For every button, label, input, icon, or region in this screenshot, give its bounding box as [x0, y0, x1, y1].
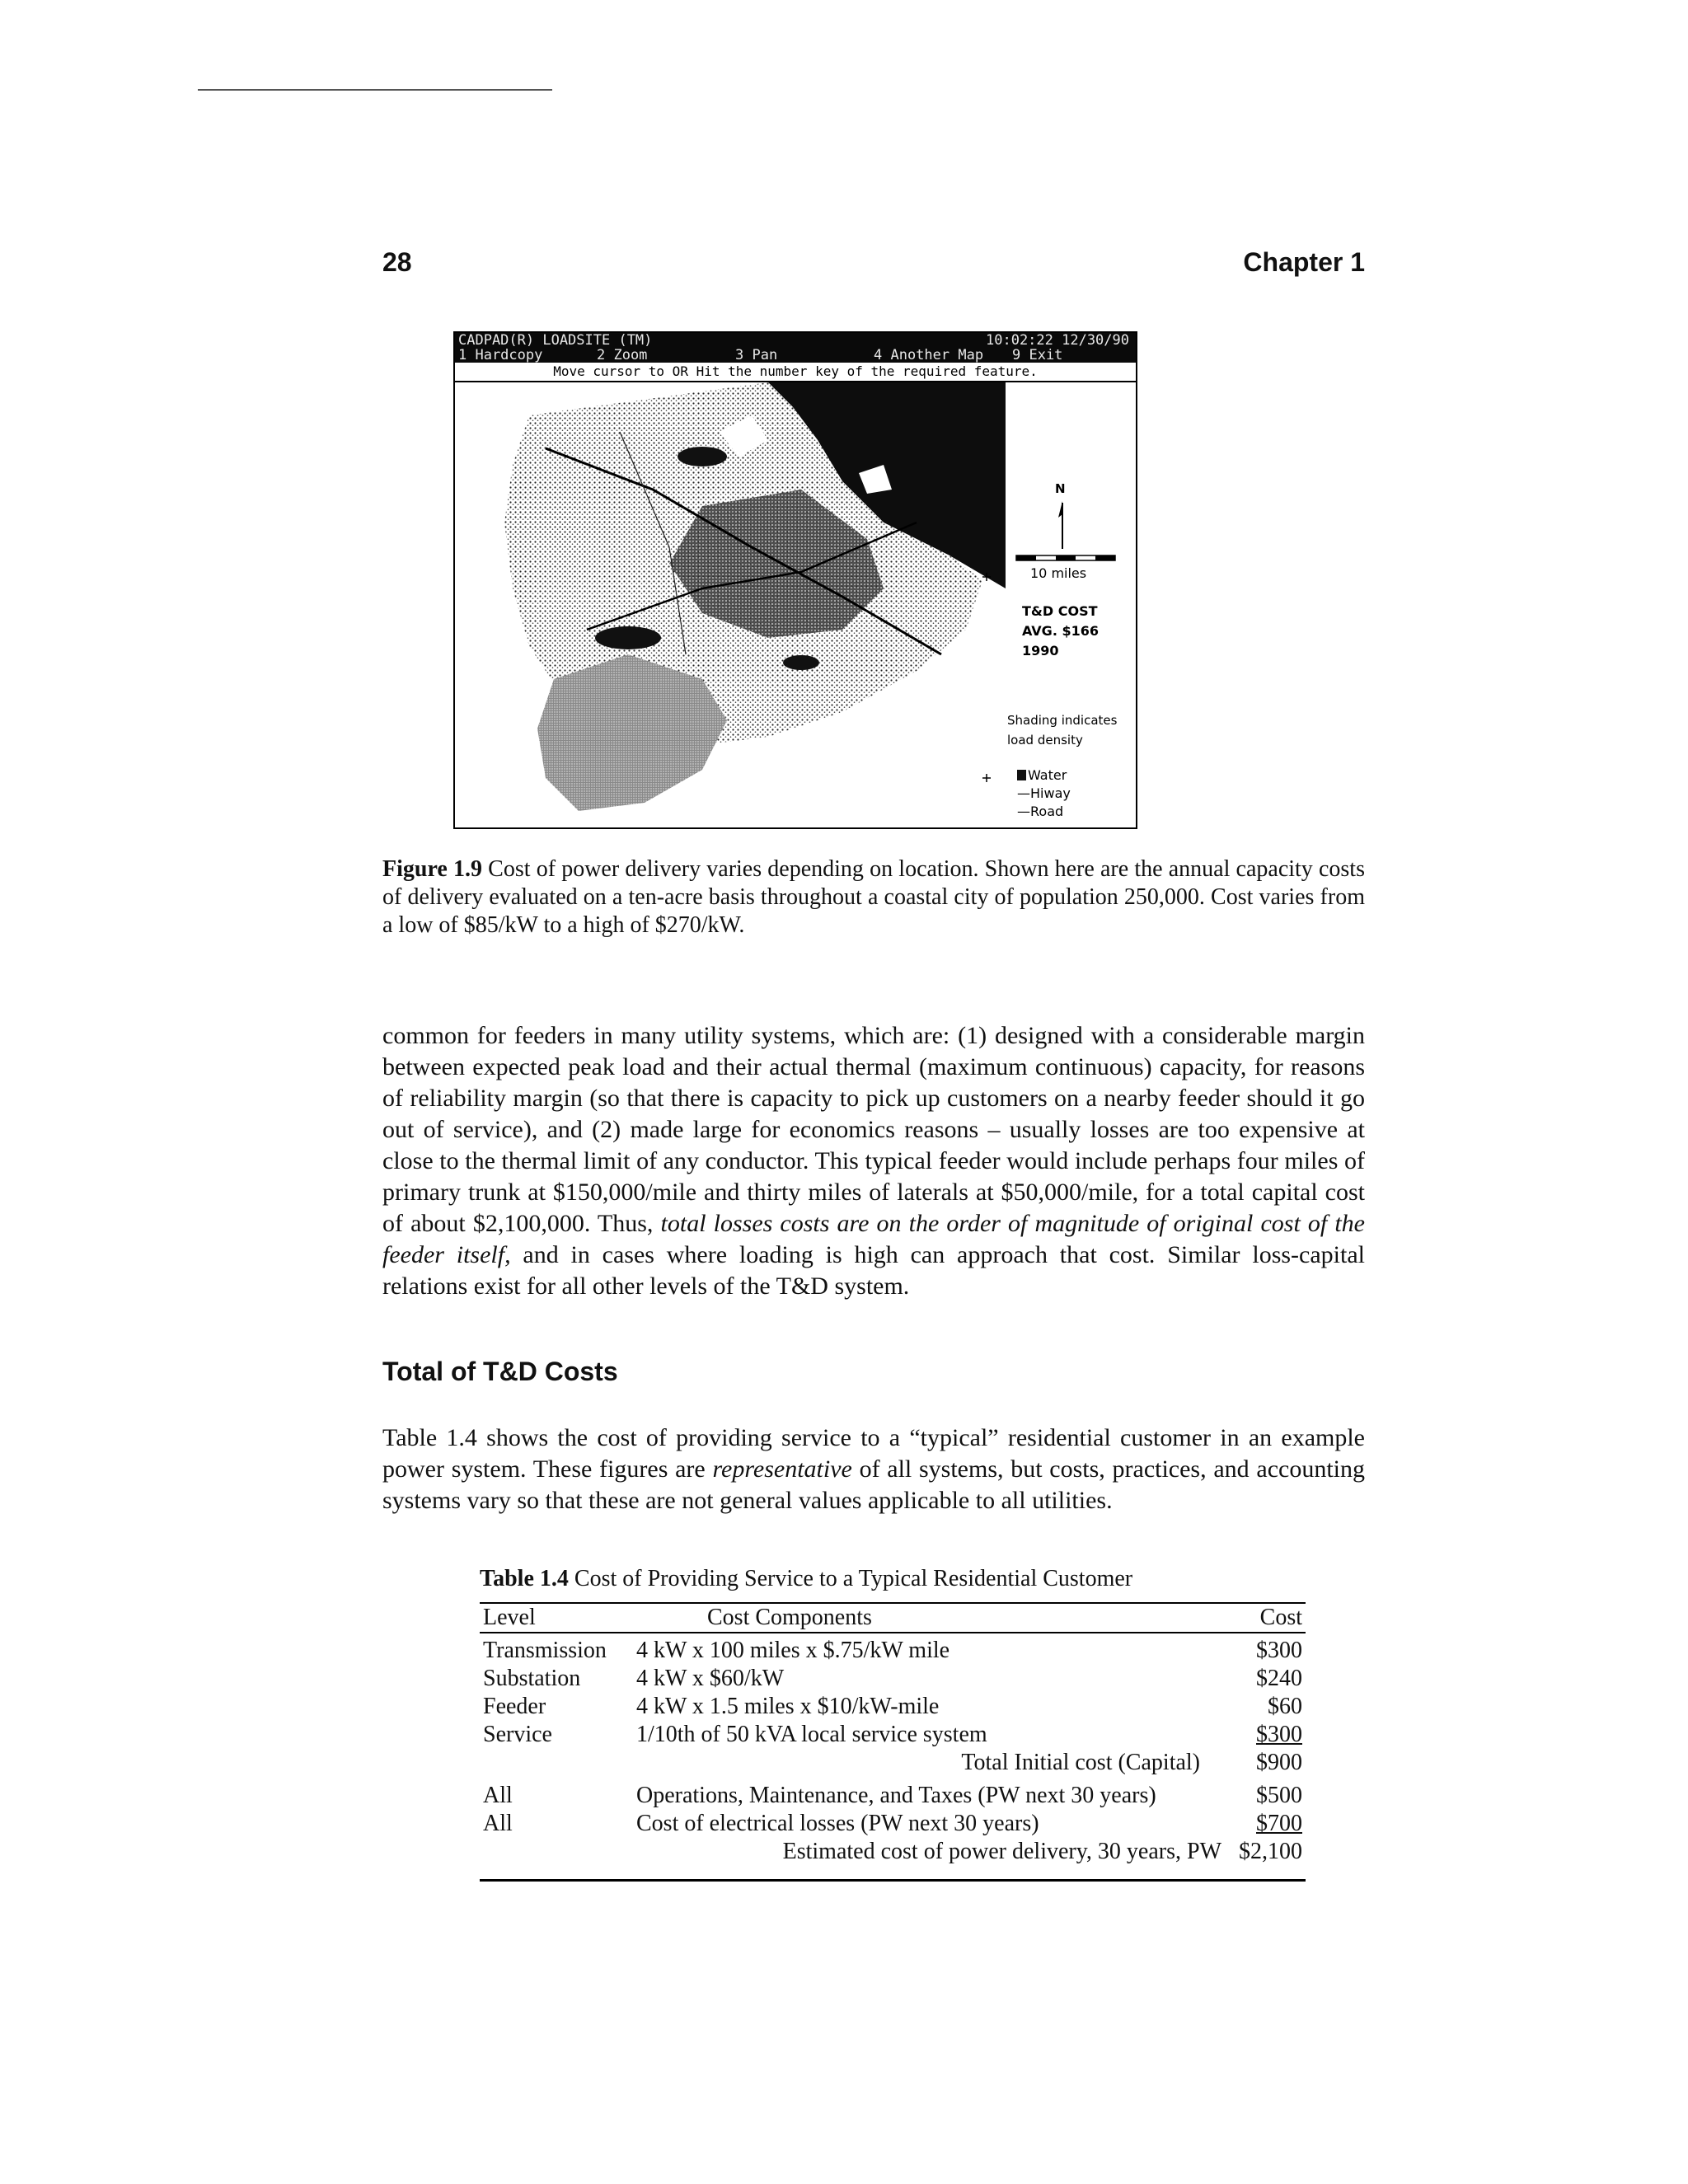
lake [595, 626, 661, 649]
cell-level: Substation [483, 1666, 581, 1691]
cell-level: Feeder [483, 1694, 546, 1719]
cell-level: All [483, 1783, 513, 1808]
chapter-label: Chapter 1 [1243, 247, 1365, 277]
cell-cost: $300 [1256, 1638, 1302, 1663]
table-row [480, 1665, 1306, 1693]
lake [783, 655, 819, 670]
cell-level: Transmission [483, 1638, 607, 1663]
caption-text: Cost of power delivery varies depending on location. Shown here are the annual capacity costs of delivery evaluated on a ten-acre basis throughout a coastal city of population 250,000. Cost varies from a low of $85/kW to a high of $270/kW. [382, 856, 1365, 938]
estimated-cost: $2,100 [1239, 1839, 1302, 1864]
caption-label: Figure 1.9 [382, 856, 482, 882]
map-legend [1006, 382, 1136, 827]
table-total-row [480, 1749, 1306, 1777]
cost-summary [1022, 602, 1099, 661]
total-initial-label: Total Initial cost (Capital) [961, 1750, 1200, 1775]
header-cost: Cost [1259, 1605, 1302, 1630]
table-rule [480, 1879, 1306, 1882]
shading-note [1007, 710, 1117, 750]
menu-item-zoom[interactable]: 2 Zoom [597, 347, 648, 363]
map-figure [453, 331, 1137, 829]
shading-line: Shading indicates [1007, 713, 1118, 728]
estimated-label: Estimated cost of power delivery, 30 years, PW [782, 1839, 1221, 1864]
menu-item-pan[interactable]: 3 Pan [735, 347, 778, 363]
cell-components: 4 kW x $60/kW [636, 1666, 785, 1691]
cell-cost: $700 [1256, 1811, 1302, 1836]
cell-level: All [483, 1811, 513, 1836]
cell-cost: $240 [1256, 1666, 1302, 1691]
cell-components: 4 kW x 100 miles x $.75/kW mile [636, 1638, 950, 1663]
lake [678, 447, 727, 466]
body-paragraph [382, 1422, 1365, 1516]
cell-components: Cost of electrical losses (PW next 30 years) [636, 1811, 1039, 1836]
table-row [480, 1810, 1306, 1838]
table-estimated-row [480, 1838, 1306, 1866]
menu-item-hardcopy[interactable]: 1 Hardcopy [458, 347, 543, 363]
cell-components: 1/10th of 50 kVA local service system [636, 1722, 987, 1747]
map-prompt: Move cursor to OR Hit the number key of the required feature. [455, 363, 1136, 382]
cost-line: AVG. $166 [1022, 623, 1099, 639]
load-density-map [455, 382, 1006, 827]
map-menubar [455, 333, 1136, 363]
cell-components: Operations, Maintenance, and Taxes (PW next 30 years) [636, 1783, 1156, 1808]
cell-cost: $500 [1256, 1783, 1302, 1808]
cost-line: T&D COST [1022, 603, 1098, 619]
north-arrow-icon [1057, 499, 1068, 551]
water-swatch [1017, 770, 1026, 780]
menu-item-another-map[interactable]: 4 Another Map [874, 347, 984, 363]
paragraph-emphasis: total losses costs are on the order of magnitude of original cost of the feeder itself, [382, 1210, 1365, 1268]
shading-line: load density [1007, 733, 1083, 748]
cost-line: 1990 [1022, 643, 1059, 658]
cost-table [480, 1602, 1306, 1882]
paragraph-text: Table 1.4 shows the cost of providing service to a “typical” residential customer in an example power system. These figures are [382, 1424, 1365, 1483]
table-title-text: Cost of Providing Service to a Typical Residential Customer [568, 1566, 1133, 1591]
table-label: Table 1.4 [480, 1566, 569, 1591]
key-water: Water [1028, 767, 1067, 783]
paragraph-emphasis: representative [712, 1455, 852, 1483]
paragraph-text: and in cases where loading is high can approach that cost. Similar loss-capital relations exist for all other levels of the T&D system. [382, 1241, 1365, 1300]
total-initial-cost: $900 [1256, 1750, 1302, 1775]
top-rule [198, 89, 552, 91]
table-row [480, 1693, 1306, 1721]
page-number: 28 [382, 247, 412, 277]
menu-item-exit[interactable]: 9 Exit [1012, 347, 1063, 363]
table-header-row [480, 1604, 1306, 1632]
scale-label: 10 miles [1030, 565, 1087, 581]
scale-bar [1015, 554, 1116, 562]
cell-cost: $300 [1256, 1722, 1302, 1747]
map-app-title: CADPAD(R) LOADSITE (TM) [458, 332, 653, 349]
table-row [480, 1637, 1306, 1665]
table-row [480, 1782, 1306, 1810]
header-components: Cost Components [707, 1605, 872, 1630]
bay-area [537, 654, 727, 811]
map-timestamp: 10:02:22 12/30/90 [986, 332, 1129, 349]
figure-caption [382, 855, 1365, 940]
map-key [1017, 766, 1071, 821]
section-heading: Total of T&D Costs [382, 1357, 618, 1386]
north-label: N [1055, 481, 1066, 496]
cell-level: Service [483, 1722, 552, 1747]
key-road: —Road [1017, 804, 1064, 819]
cross-marker [982, 573, 991, 782]
key-hiway: —Hiway [1017, 785, 1071, 801]
header-level: Level [483, 1605, 536, 1630]
table-row [480, 1721, 1306, 1749]
table-title [480, 1566, 1132, 1592]
paragraph-text: common for feeders in many utility systems, which are: (1) designed with a considerable margin between expected peak load and their actual thermal (maximum continuous) capacity, for reasons of reliability margin (so that there is capacity to pick up customers on a nearby feeder should it go out of service), and (2) made large for economics reasons – usually losses are too expensive at close to the thermal limit of any conductor. This typical feeder would include perhaps four miles of primary trunk at $150,000/mile and thirty miles of laterals at $50,000/mile, for a total capital cost of about $2,100,000. Thus, [382, 1022, 1365, 1237]
paragraph-text: of all systems, but costs, practices, and accounting systems vary so that these are not general values applicable to all utilities. [382, 1455, 1365, 1514]
body-paragraph [382, 1020, 1365, 1302]
cell-cost: $60 [1268, 1694, 1302, 1719]
cell-components: 4 kW x 1.5 miles x $10/kW-mile [636, 1694, 940, 1719]
